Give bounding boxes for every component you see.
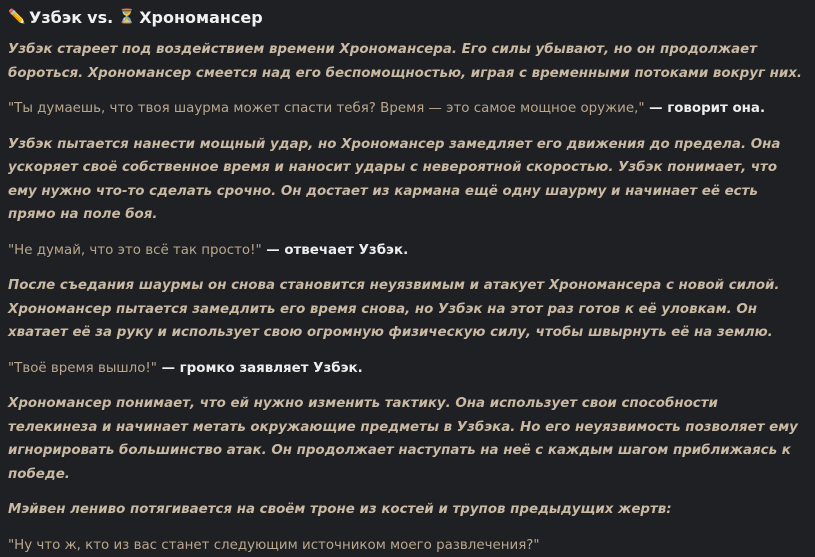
narration-paragraph: Хрономансер понимает, что ей нужно изменить тактику. Она использует свои способности телекинеза и начинает метать окружающие предметы в Узбэка. Но его неуязвимость позволяет ему игнорировать большинство атак. Он продолжает наступать на неё с каждым шагом приближаясь к победе. (8, 392, 807, 486)
dialogue-quote: "Не думай, что это всё так просто!" (8, 243, 262, 258)
battle-title (8, 6, 807, 28)
versus-label: vs. (87, 8, 113, 27)
fighter-left-name: Узбэк (29, 8, 82, 27)
hourglass-icon: ⏳ (118, 9, 134, 25)
dialogue-line (8, 534, 807, 557)
dialogue-quote: "Твоё время вышло!" (8, 361, 157, 376)
fighter-right-name: Хрономансер (139, 8, 263, 27)
dialogue-tag: — громко заявляет Узбэк. (157, 361, 363, 376)
narration-paragraph: Узбэк стареет под воздействием времени Хрономансера. Его силы убывают, но он продолжает бороться. Хрономансер смеется над его беспомощностью, играя с временными потоками вокруг них. (8, 38, 807, 85)
narration-paragraph: После съедания шаурмы он снова становится неуязвимым и атакует Хрономансера с новой силой. Хрономансер пытается замедлить его время снова, но Узбэк на этот раз готов к её уловкам. Он хватает её за руку и использует свою огромную физическую силу, чтобы швырнуть её на землю. (8, 274, 807, 345)
dialogue-line (8, 239, 807, 263)
dialogue-line (8, 97, 807, 121)
narration-paragraph: Мэйвен лениво потягивается на своём троне из костей и трупов предыдущих жертв: (8, 498, 807, 522)
dialogue-quote: "Ты думаешь, что твоя шаурма может спасти тебя? Время — это самое мощное оружие," (8, 101, 645, 116)
dialogue-tag: — говорит она. (645, 101, 766, 116)
narration-paragraph: Узбэк пытается нанести мощный удар, но Хрономансер замедляет его движения до предела. Она ускоряет своё собственное время и наносит удары с невероятной скоростью. Узбэк понимает, что ему нужно что-то сделать срочно. Он достает из кармана ещё одну шаурму и начинает её есть прямо на поле боя. (8, 133, 807, 227)
dialogue-line (8, 357, 807, 381)
pencil-icon: ✏️ (8, 9, 24, 25)
dialogue-tag: — отвечает Узбэк. (262, 243, 409, 258)
dialogue-quote: "Ну что ж, кто из вас станет следующим источником моего развлечения?" (8, 538, 540, 553)
